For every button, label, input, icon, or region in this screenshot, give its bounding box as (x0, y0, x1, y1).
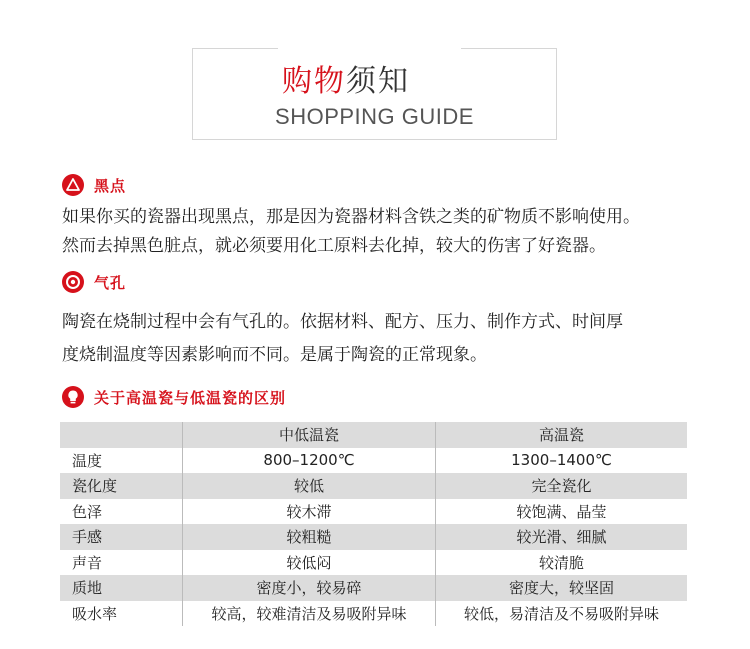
table-cell: 吸水率 (60, 601, 183, 627)
comparison-table (60, 422, 687, 626)
table-header-cell: 中低温瓷 (183, 422, 436, 448)
table-row (60, 524, 687, 550)
table-row (60, 448, 687, 474)
table-cell: 1300–1400℃ (511, 451, 612, 470)
table-row (60, 575, 687, 601)
table-header-cell: 高温瓷 (538, 426, 584, 445)
table-cell: 较饱满、晶莹 (516, 502, 607, 521)
table-row (60, 550, 687, 576)
table-cell: 较木滞 (183, 499, 436, 525)
page-subtitle: SHOPPING GUIDE (275, 104, 474, 129)
table-cell: 较低 (183, 473, 436, 499)
section-heading-difference (62, 384, 286, 410)
title-dark-part: 须知 (346, 64, 410, 99)
table-cell: 较高，较难清洁及易吸附异味 (183, 601, 436, 627)
table-cell: 温度 (60, 448, 183, 474)
section-text-black-spots: 如果你买的瓷器出现黑点，那是因为瓷器材料含铁之类的矿物质不影响使用。 然而去掉黑色脏点，就必须要用化工原料去化掉，较大的伤害了好瓷器。 (62, 207, 640, 256)
table-cell: 密度大，较坚固 (508, 579, 614, 598)
table-cell: 较低，易清洁及不易吸附异味 (463, 604, 659, 623)
table-cell: 较粗糙 (183, 524, 436, 550)
table-cell: 较低闷 (183, 550, 436, 576)
table-header-row (60, 422, 687, 448)
section-title: 黑点 (94, 176, 127, 195)
table-cell: 质地 (60, 575, 183, 601)
table-cell: 完全瓷化 (531, 477, 592, 496)
section-title: 气孔 (94, 273, 127, 292)
target-circle-icon (62, 271, 84, 293)
table-cell: 瓷化度 (60, 473, 183, 499)
section-text-pores: 陶瓷在烧制过程中会有气孔的。依据材料、配方、压力、制作方式、时间厚 度烧制温度等因素影响而不同。是属于陶瓷的正常现象。 (62, 312, 623, 365)
table-cell: 较清脆 (538, 553, 584, 572)
table-cell: 较光滑、细腻 (516, 528, 607, 547)
table-cell: 800–1200℃ (183, 448, 436, 474)
table-cell: 手感 (60, 524, 183, 550)
section-heading-pores (62, 269, 126, 295)
page-title (282, 56, 410, 100)
lightbulb-icon (62, 386, 84, 408)
table-cell: 密度小，较易碎 (183, 575, 436, 601)
title-red-part: 购物 (282, 64, 346, 99)
section-heading-black-spots (62, 172, 126, 198)
table-header-cell (60, 422, 183, 448)
table-cell: 色泽 (60, 499, 183, 525)
table-row (60, 473, 687, 499)
warning-triangle-icon (62, 174, 84, 196)
table-cell: 声音 (60, 550, 183, 576)
table-row (60, 499, 687, 525)
table-row (60, 601, 687, 627)
section-title: 关于高温瓷与低温瓷的区别 (94, 388, 287, 407)
